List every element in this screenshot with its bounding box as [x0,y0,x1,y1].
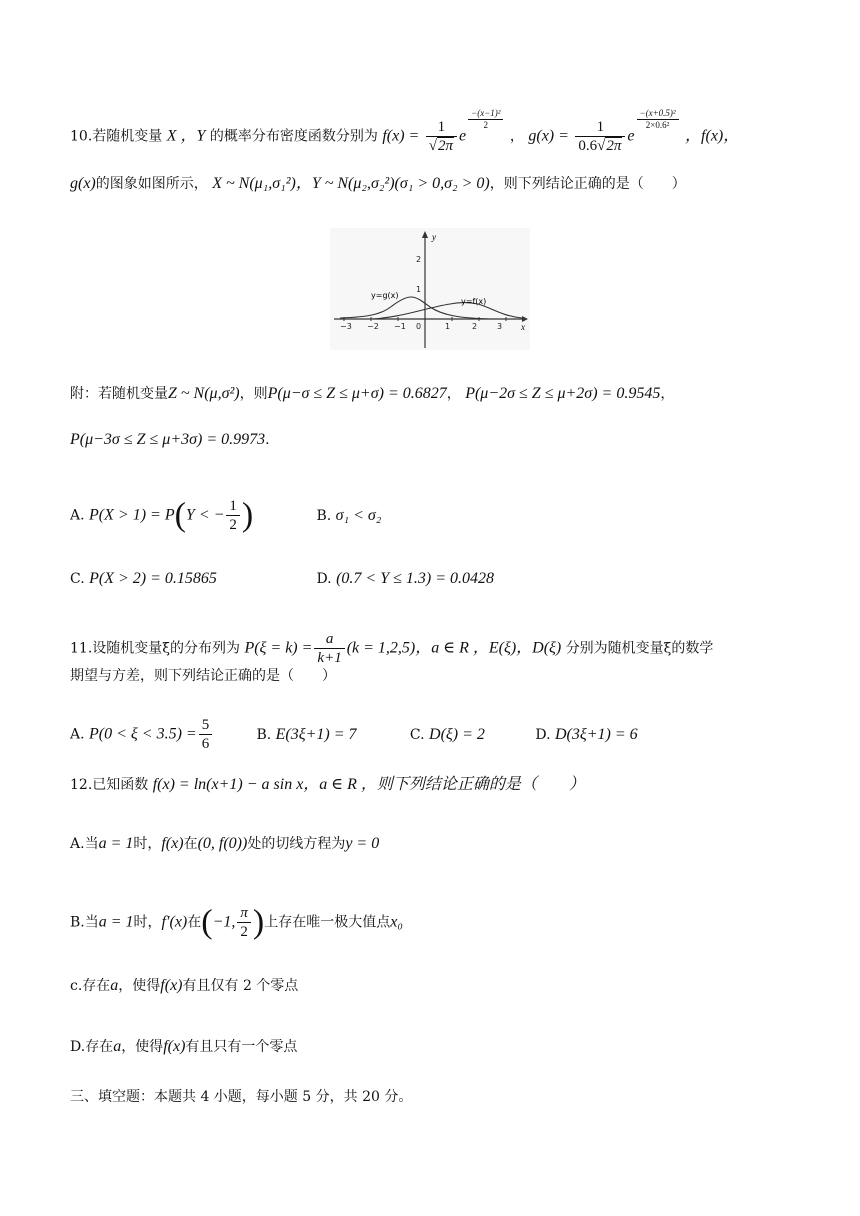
q11-line1 [70,630,713,667]
q10-option-a-right: Y < − [185,506,225,524]
q10-line2 [70,174,686,194]
q10-f-den-wrap: √2π [428,138,454,154]
tick-y-1: 1 [416,285,422,294]
tick-x-2: 2 [472,322,478,331]
q10-option-b-text: σ₁ < σ₂ [335,506,382,524]
q12-option-d-text1: 存在 [85,1039,114,1055]
tick-x-neg1: −1 [394,322,406,331]
q12-option-c-text2: ，使得 [118,978,161,994]
q10-tail1: ，f(x)， [685,127,740,145]
q10-options-cd [70,569,494,589]
q11-option-c [410,725,531,745]
q11-option-c-label: C. [409,726,425,743]
q10-option-b-label: B. [316,507,332,524]
q10-line2-b: 的图象如图所示， [95,176,208,192]
q12-option-d-var: a [113,1038,122,1055]
q11-dist-den: k+1 [317,650,342,666]
q12-option-a-label: A. [70,836,85,852]
q12-option-d-func: f(x) [163,1038,186,1055]
q10-g-den-wrap: 0.6√2π [578,138,622,154]
tick-x-neg2: −2 [367,322,379,331]
graph-background [330,228,530,350]
q12-option-a-func: f(x) [161,835,184,852]
q11-dist-right: (k = 1,2,5) [346,639,416,657]
q10-vars: X ，Y [166,127,206,145]
q10-option-b [316,506,381,526]
q11-option-c-text: D(ξ) = 2 [429,725,485,743]
q12-option-a-cond: a = 1 [98,835,134,852]
q10-option-a-left: P(X > 1) = P [89,506,175,524]
q12-option-c-text1: 存在 [82,978,111,994]
q10-option-d-label: D. [316,571,332,587]
q12-option-d-text2: ，使得 [121,1039,164,1055]
q10-f-exp [466,108,505,130]
q12-text2: ，a ∈ R ，则下列结论正确的是（ ） [303,776,585,793]
q10-p2: P(μ−2σ ≤ Z ≤ μ+2σ) = 0.9545 [465,385,661,402]
q10-g-exp [635,108,681,130]
q11-text2: ，a ∈ R ，E(ξ)，D(ξ) [415,639,562,657]
q12-line1 [70,775,585,795]
q12-option-b-interval-left: −1, [212,913,236,931]
q10-intro: 若随机变量 [92,128,163,145]
q11-option-d [535,725,637,745]
q11-text3: 分别为随机变量ξ的数学 [565,640,714,657]
q10-text1: 的概率分布密度函数分别为 [209,128,378,145]
q12-option-a [70,834,379,854]
q10-f-label: f(x) = [382,127,420,145]
q10-option-a-den: 2 [229,517,237,533]
q10-option-a: A. P(X > 1) = P(Y < − $\frac{1}{2}$ ) [70,496,254,534]
q10-options-ab [70,497,381,534]
q10-option-c [70,569,312,589]
q12-option-a-text1: 当 [84,836,99,852]
q11-option-d-label: D. [535,726,551,743]
q10-f-den: 2π [438,138,454,154]
q11-option-a-num: 5 [199,716,213,735]
section3-text: 三、填空题：本题共 4 小题，每小题 5 分，共 20 分。 [70,1089,413,1105]
q12-option-b-interval-den: 2 [240,924,248,940]
q10-line2-c: X ~ N(μ₁,σ₁²)，Y ~ N(μ₂,σ₂²)(σ₁ > 0,σ₂ > 0) [212,175,490,192]
q10-f-e: e [459,127,467,145]
tick-y-2: 2 [416,255,422,264]
q10-g-coef [575,118,625,155]
q12-option-a-text2: 时， [133,836,162,852]
tick-x-3: 3 [497,322,503,331]
q11-text1: 设随机变量ξ的分布列为 [92,640,240,657]
q12-text1: 已知函数 [92,777,149,793]
q10-note-line1: 附：若随机变量Z ~ N(μ,σ²)，则P(μ−σ ≤ Z ≤ μ+σ) = 0.6827， P(μ−2σ ≤ Z ≤ μ+2σ) = 0.9545， [70,385,675,402]
q10-line1: 10.若随机变量 X ，Y 的概率分布密度函数分别为 f(x) = $\frac{1}{√2\pi}$ e $^{\frac{\text{−(x−1)²}}{2}}$ ， g(x) = $\frac{1}{0.6√2\pi}$ e $^{\frac{\text{−(x+0.5)²}}{\text{2×0.6²}}}$ ，f(x)， [70,108,740,154]
q10-p1: P(μ−σ ≤ Z ≤ μ+σ) = 0.6827 [267,385,447,402]
q12-option-b-text4: 上存在唯一极大值点 [264,914,391,931]
q12-option-c-var: a [110,977,119,994]
q10-g-den-coef: 0.6 [578,138,598,154]
q12-func: f(x) = ln(x+1) − a sin x [152,776,304,793]
q11-option-b-text: E(3ξ+1) = 7 [275,725,357,743]
q10-g-label: g(x) = [528,127,569,145]
q10-option-c-label: C. [70,571,85,587]
q12-option-b-point: x₀ [390,913,403,931]
q12-option-a-text3: 在 [183,836,198,852]
q10-f-exp-num: −(x−1)² [468,108,503,120]
label-f: y=f(x) [461,297,487,306]
q10-option-a-num: 1 [226,497,240,516]
q10-density-graph [330,228,530,350]
q10-g-num: 1 [575,118,625,137]
q11-number: 11. [70,640,93,657]
tick-x-0: 0 [416,322,422,331]
q12-option-d-text3: 有且只有一个零点 [185,1039,298,1055]
q10-note-then: ，则 [239,386,268,402]
q10-option-c-text: P(X > 2) = 0.15865 [89,570,217,587]
q10-g-den-rad: 2π [606,138,622,154]
q11-option-a-den: 6 [201,736,210,752]
q10-number: 10. [70,128,93,145]
q12-option-b: B.当a = 1时，f′(x)在(−1, $\frac{\pi}{2}$ )上存在唯一极大值点x₀ [70,903,403,941]
q12-option-b-text2: 时， [133,914,162,931]
q10-line2-a: g(x) [70,175,96,192]
q10-option-a-label: A. [70,507,85,524]
q10-note-line2: P(μ−3σ ≤ Z ≤ μ+3σ) = 0.9973. [70,431,270,448]
q11-line2-text: 期望与方差，则下列结论正确的是（ ） [70,668,336,684]
q12-option-b-label: B. [70,914,85,931]
q11-options [70,716,638,753]
tick-x-1: 1 [445,322,451,331]
q10-note-prefix: 附：若随机变量 [70,386,168,402]
q12-option-b-text3: 在 [187,914,202,931]
q11-option-d-text: D(3ξ+1) = 6 [555,725,638,743]
label-g: y=g(x) [371,291,399,300]
q12-option-b-interval-num: π [237,904,251,923]
q10-g-exp-den: 2×0.6² [645,120,670,130]
q10-f-exp-den: 2 [483,120,489,130]
q12-option-b-cond: a = 1 [98,913,134,931]
q11-dist-num: a [314,630,344,649]
q10-f-coef [426,118,457,155]
q11-line2 [70,666,336,686]
q10-option-d-text: (0.7 < Y ≤ 1.3) = 0.0428 [336,570,495,587]
section3-heading [70,1087,412,1107]
q12-option-c-func: f(x) [160,977,183,994]
q12-option-a-point: (0, f(0)) [197,835,248,852]
y-axis-label: y [432,232,436,242]
q10-p3: P(μ−3σ ≤ Z ≤ μ+3σ) = 0.9973 [70,431,266,448]
q12-option-c [70,976,298,996]
q12-number: 12. [70,777,93,793]
q11-option-b [256,725,405,745]
x-axis-label: x [521,322,525,332]
q10-line2-d: ，则下列结论正确的是（ ） [489,176,686,192]
q10-g-e: e [627,127,635,145]
q11-option-a [70,716,252,753]
q12-option-c-label: c. [70,978,83,994]
q10-option-d [316,569,494,589]
q11-option-a-label: A. [70,726,85,743]
q11-option-b-label: B. [256,726,272,743]
q11-dist-left: P(ξ = k) = [244,639,313,657]
q12-option-c-text3: 有且仅有 2 个零点 [182,978,299,994]
q12-option-b-func: f′(x) [161,913,188,931]
q10-f-num: 1 [426,118,457,137]
q12-option-d [70,1037,297,1057]
q12-option-a-text4: 处的切线方程为 [247,836,346,852]
q11-option-a-left: P(0 < ξ < 3.5) = [89,725,197,743]
q12-option-a-eq: y = 0 [345,835,380,852]
tick-x-neg3: −3 [340,322,352,331]
q12-option-b-text1: 当 [84,914,99,931]
q10-note-z: Z ~ N(μ,σ²) [168,385,240,402]
q12-option-d-label: D. [70,1039,86,1055]
q10-g-exp-num: −(x+0.5)² [637,108,679,120]
